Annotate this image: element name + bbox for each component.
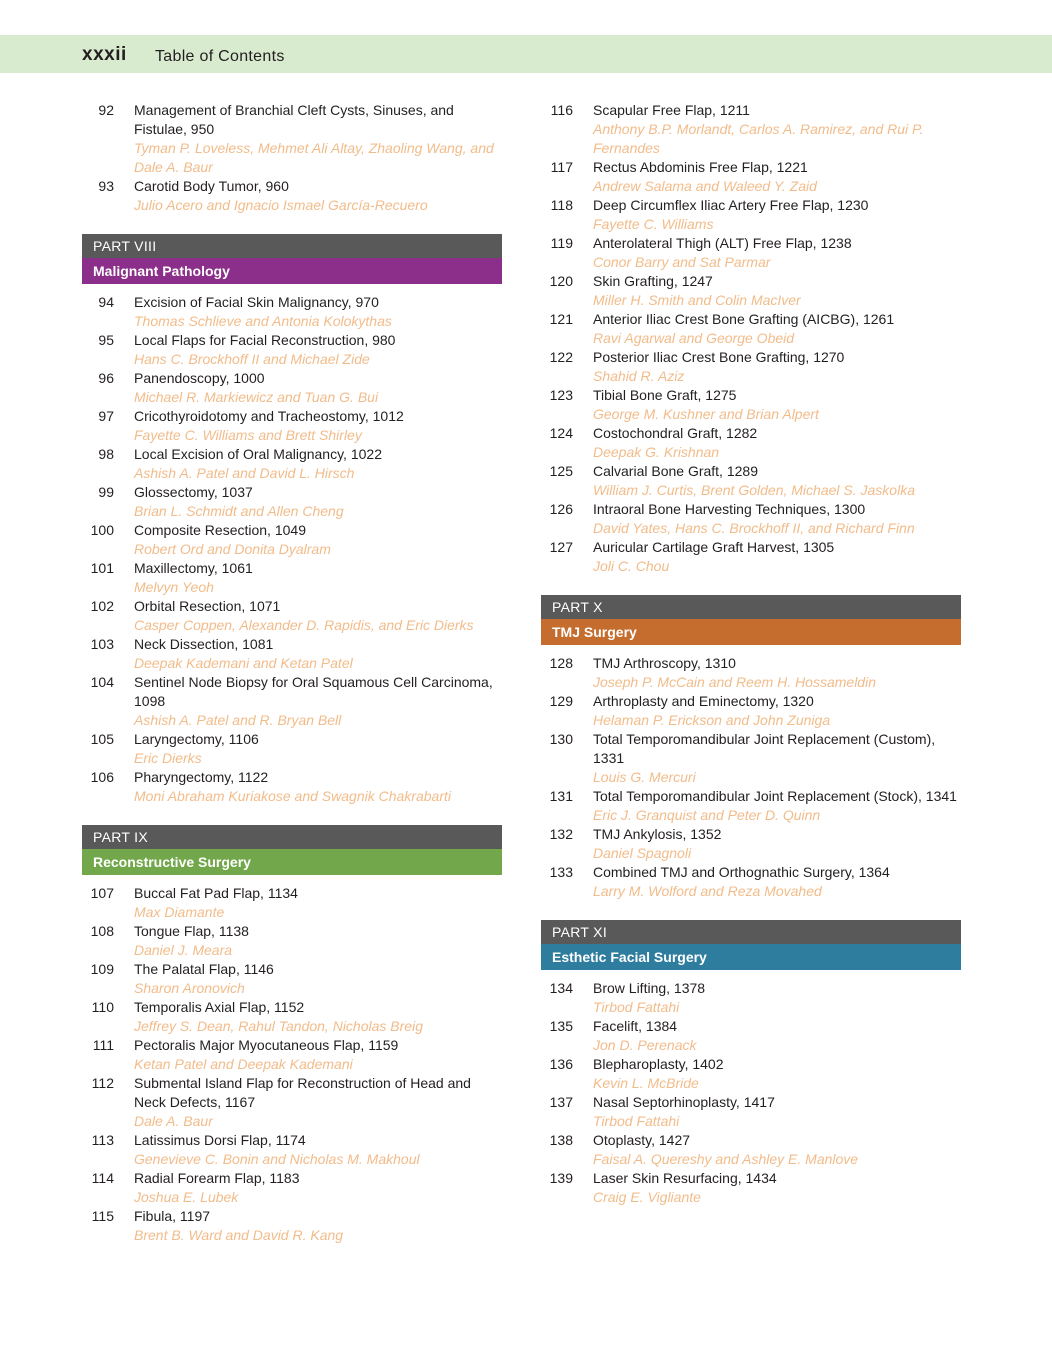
chapter-title: Radial Forearm Flap, 1183	[134, 1170, 300, 1186]
chapter-title: Fibula, 1197	[134, 1208, 211, 1224]
chapter-authors: Anthony B.P. Morlandt, Carlos A. Ramirez, and Rui P. Fernandes	[593, 121, 924, 156]
chapter-authors: Daniel Spagnoli	[593, 845, 692, 861]
chapter-title: Costochondral Graft, 1282	[593, 425, 758, 441]
chapter-authors: Julio Acero and Ignacio Ismael García-Recuero	[134, 197, 428, 213]
chapter-number: 139	[549, 1170, 573, 1186]
chapter-title: Auricular Cartilage Graft Harvest, 1305	[593, 539, 835, 555]
chapter-title: TMJ Arthroscopy, 1310	[593, 655, 736, 671]
toc-entry[interactable]	[82, 1074, 502, 1131]
toc-entry[interactable]	[541, 424, 961, 462]
chapter-authors: Dale A. Baur	[134, 1113, 213, 1129]
toc-entry[interactable]	[82, 635, 502, 673]
chapter-number: 113	[91, 1132, 114, 1148]
part-label: PART IX	[82, 825, 502, 849]
chapter-title: Skin Grafting, 1247	[593, 273, 713, 289]
chapter-number: 138	[549, 1132, 573, 1148]
toc-entry[interactable]	[541, 654, 961, 692]
chapter-title: Facelift, 1384	[593, 1018, 678, 1034]
chapter-title: Intraoral Bone Harvesting Techniques, 1300	[593, 501, 866, 517]
chapter-title: Local Excision of Oral Malignancy, 1022	[134, 446, 382, 462]
part-header	[82, 234, 502, 284]
chapter-title: Brow Lifting, 1378	[593, 980, 706, 996]
toc-entry[interactable]	[82, 369, 502, 407]
chapter-title: Arthroplasty and Eminectomy, 1320	[593, 693, 814, 709]
chapter-number: 108	[90, 923, 114, 939]
chapter-title: Calvarial Bone Graft, 1289	[593, 463, 758, 479]
page-number: xxxii	[82, 44, 127, 65]
chapter-authors: Ashish A. Patel and David L. Hirsch	[134, 465, 355, 481]
chapter-number: 112	[91, 1075, 114, 1091]
chapter-authors: Jon D. Perenack	[593, 1037, 697, 1053]
toc-entry[interactable]	[541, 310, 961, 348]
chapter-authors: Eric J. Granquist and Peter D. Quinn	[593, 807, 821, 823]
chapter-authors: Melvyn Yeoh	[134, 579, 214, 595]
chapter-number: 98	[98, 446, 114, 462]
chapter-number: 95	[98, 332, 114, 348]
toc-entry[interactable]	[541, 348, 961, 386]
chapter-authors: Tirbod Fattahi	[593, 1113, 680, 1129]
chapter-title: Excision of Facial Skin Malignancy, 970	[134, 294, 379, 310]
chapter-authors: Fayette C. Williams and Brett Shirley	[134, 427, 362, 443]
chapter-authors: Tirbod Fattahi	[593, 999, 680, 1015]
chapter-number: 100	[90, 522, 114, 538]
chapter-authors: Faisal A. Quereshy and Ashley E. Manlove	[593, 1151, 859, 1167]
toc-entry[interactable]	[82, 1036, 502, 1074]
chapter-title: Temporalis Axial Flap, 1152	[134, 999, 305, 1015]
toc-entry[interactable]	[541, 272, 961, 310]
chapter-number: 116	[550, 102, 573, 118]
toc-entry[interactable]	[82, 768, 502, 806]
chapter-authors: Deepak Kademani and Ketan Patel	[134, 655, 353, 671]
chapter-title: Pharyngectomy, 1122	[134, 769, 269, 785]
chapter-title: Total Temporomandibular Joint Replacement (Custom), 1331	[593, 731, 936, 766]
chapter-authors: Max Diamante	[134, 904, 225, 920]
chapter-authors: George M. Kushner and Brian Alpert	[593, 406, 819, 422]
chapter-authors: Andrew Salama and Waleed Y. Zaid	[593, 178, 817, 194]
chapter-authors: Joshua E. Lubek	[134, 1189, 239, 1205]
chapter-title: Maxillectomy, 1061	[134, 560, 253, 576]
toc-entry[interactable]	[541, 500, 961, 538]
chapter-number: 127	[549, 539, 573, 555]
chapter-number: 132	[549, 826, 573, 842]
chapter-number: 104	[90, 674, 114, 690]
toc-entry[interactable]	[82, 483, 502, 521]
chapter-authors: Kevin L. McBride	[593, 1075, 699, 1091]
chapter-title: Deep Circumflex Iliac Artery Free Flap, 1230	[593, 197, 869, 213]
chapter-number: 131	[549, 788, 573, 804]
toc-entry[interactable]	[541, 1055, 961, 1093]
toc-entry[interactable]	[541, 234, 961, 272]
chapter-number: 107	[90, 885, 114, 901]
toc-entry[interactable]	[541, 1131, 961, 1169]
chapter-number: 123	[549, 387, 573, 403]
chapter-title: TMJ Ankylosis, 1352	[593, 826, 722, 842]
chapter-number: 136	[549, 1056, 573, 1072]
part-title: TMJ Surgery	[541, 619, 961, 645]
chapter-number: 111	[92, 1037, 114, 1053]
chapter-number: 101	[90, 560, 114, 576]
toc-entry[interactable]	[541, 538, 961, 576]
part-title: Malignant Pathology	[82, 258, 502, 284]
chapter-title: Laser Skin Resurfacing, 1434	[593, 1170, 777, 1186]
chapter-authors: Conor Barry and Sat Parmar	[593, 254, 771, 270]
part-label: PART X	[541, 595, 961, 619]
chapter-authors: Eric Dierks	[134, 750, 202, 766]
toc-entry[interactable]	[82, 998, 502, 1036]
chapter-title: Neck Dissection, 1081	[134, 636, 274, 652]
toc-entry[interactable]	[541, 787, 961, 825]
part-title: Esthetic Facial Surgery	[541, 944, 961, 970]
chapter-number: 117	[550, 159, 573, 175]
toc-entry[interactable]	[541, 825, 961, 863]
toc-entry[interactable]	[82, 407, 502, 445]
chapter-title: Pectoralis Major Myocutaneous Flap, 1159	[134, 1037, 399, 1053]
toc-entry[interactable]	[82, 331, 502, 369]
toc-entry[interactable]	[82, 960, 502, 998]
toc-entry[interactable]	[82, 521, 502, 559]
toc-entry[interactable]	[82, 1207, 502, 1245]
chapter-authors: Brent B. Ward and David R. Kang	[134, 1227, 344, 1243]
chapter-number: 92	[98, 102, 114, 118]
chapter-title: Submental Island Flap for Reconstruction of Head and Neck Defects, 1167	[134, 1075, 471, 1110]
chapter-number: 128	[549, 655, 573, 671]
chapter-number: 99	[98, 484, 114, 500]
toc-left-column	[82, 101, 502, 1245]
chapter-authors: Tyman P. Loveless, Mehmet Ali Altay, Zhaoling Wang, and Dale A. Baur	[134, 140, 494, 175]
toc-entry[interactable]	[541, 1093, 961, 1131]
part-title: Reconstructive Surgery	[82, 849, 502, 875]
chapter-authors: Ashish A. Patel and R. Bryan Bell	[134, 712, 342, 728]
chapter-authors: Louis G. Mercuri	[593, 769, 696, 785]
chapter-number: 135	[549, 1018, 573, 1034]
chapter-title: Anterolateral Thigh (ALT) Free Flap, 1238	[593, 235, 852, 251]
chapter-authors: Ravi Agarwal and George Obeid	[593, 330, 795, 346]
part-label: PART XI	[541, 920, 961, 944]
chapter-number: 118	[550, 197, 573, 213]
chapter-number: 134	[549, 980, 573, 996]
chapter-number: 110	[91, 999, 114, 1015]
chapter-number: 94	[98, 294, 114, 310]
chapter-number: 97	[98, 408, 114, 424]
chapter-number: 119	[550, 235, 573, 251]
toc-entry[interactable]	[82, 1169, 502, 1207]
chapter-title: Blepharoplasty, 1402	[593, 1056, 724, 1072]
chapter-title: Carotid Body Tumor, 960	[134, 178, 289, 194]
toc-entry[interactable]	[541, 979, 961, 1017]
chapter-authors: Genevieve C. Bonin and Nicholas M. Makhoul	[134, 1151, 420, 1167]
chapter-number: 109	[90, 961, 114, 977]
chapter-number: 115	[91, 1208, 114, 1224]
toc-entry[interactable]	[82, 559, 502, 597]
chapter-authors: Daniel J. Meara	[134, 942, 233, 958]
toc-entry[interactable]	[541, 730, 961, 787]
chapter-authors: William J. Curtis, Brent Golden, Michael S. Jaskolka	[593, 482, 915, 498]
chapter-number: 103	[90, 636, 114, 652]
chapter-title: Combined TMJ and Orthognathic Surgery, 1364	[593, 864, 890, 880]
part-label: PART VIII	[82, 234, 502, 258]
chapter-authors: Shahid R. Aziz	[593, 368, 685, 384]
chapter-authors: Michael R. Markiewicz and Tuan G. Bui	[134, 389, 379, 405]
chapter-title: Nasal Septorhinoplasty, 1417	[593, 1094, 775, 1110]
toc-entry[interactable]	[82, 1131, 502, 1169]
chapter-title: Latissimus Dorsi Flap, 1174	[134, 1132, 306, 1148]
chapter-number: 120	[549, 273, 573, 289]
chapter-authors: Deepak G. Krishnan	[593, 444, 720, 460]
chapter-number: 93	[98, 178, 114, 194]
toc-entry[interactable]	[541, 386, 961, 424]
toc-entry[interactable]	[82, 597, 502, 635]
toc-entry[interactable]	[541, 158, 961, 196]
chapter-number: 96	[98, 370, 114, 386]
chapter-authors: Sharon Aronovich	[134, 980, 245, 996]
chapter-authors: Casper Coppen, Alexander D. Rapidis, and Eric Dierks	[134, 617, 474, 633]
chapter-number: 125	[549, 463, 573, 479]
chapter-authors: Fayette C. Williams	[593, 216, 714, 232]
chapter-title: Composite Resection, 1049	[134, 522, 306, 538]
running-head-title: Table of Contents	[155, 48, 285, 65]
chapter-authors: Brian L. Schmidt and Allen Cheng	[134, 503, 344, 519]
chapter-title: Otoplasty, 1427	[593, 1132, 691, 1148]
toc-entry[interactable]	[82, 922, 502, 960]
chapter-number: 126	[549, 501, 573, 517]
chapter-authors: Robert Ord and Donita Dyalram	[134, 541, 331, 557]
chapter-authors: Ketan Patel and Deepak Kademani	[134, 1056, 353, 1072]
chapter-authors: Helaman P. Erickson and John Zuniga	[593, 712, 831, 728]
toc-entry[interactable]	[541, 863, 961, 901]
toc-entry[interactable]	[541, 692, 961, 730]
chapter-title: Tongue Flap, 1138	[134, 923, 249, 939]
chapter-number: 121	[549, 311, 573, 327]
chapter-title: Glossectomy, 1037	[134, 484, 253, 500]
chapter-number: 124	[549, 425, 573, 441]
chapter-title: Tibial Bone Graft, 1275	[593, 387, 737, 403]
chapter-authors: Thomas Schlieve and Antonia Kolokythas	[134, 313, 392, 329]
chapter-number: 102	[90, 598, 114, 614]
chapter-number: 133	[549, 864, 573, 880]
toc-right-column	[541, 101, 961, 1207]
chapter-authors: Larry M. Wolford and Reza Movahed	[593, 883, 822, 899]
chapter-number: 106	[90, 769, 114, 785]
toc-entry[interactable]	[82, 884, 502, 922]
chapter-title: Anterior Iliac Crest Bone Grafting (AICBG), 1261	[593, 311, 895, 327]
chapter-authors: Moni Abraham Kuriakose and Swagnik Chakrabarti	[134, 788, 451, 804]
toc-entry[interactable]	[82, 673, 502, 730]
chapter-title: Total Temporomandibular Joint Replacement (Stock), 1341	[593, 788, 957, 804]
chapter-number: 114	[91, 1170, 114, 1186]
chapter-title: Buccal Fat Pad Flap, 1134	[134, 885, 298, 901]
chapter-title: Scapular Free Flap, 1211	[593, 102, 750, 118]
chapter-title: Sentinel Node Biopsy for Oral Squamous Cell Carcinoma, 1098	[134, 674, 493, 709]
chapter-authors: Joli C. Chou	[593, 558, 670, 574]
chapter-title: Cricothyroidotomy and Tracheostomy, 1012	[134, 408, 404, 424]
toc-entry[interactable]	[541, 1169, 961, 1207]
chapter-authors: David Yates, Hans C. Brockhoff II, and Richard Finn	[593, 520, 915, 536]
chapter-title: Posterior Iliac Crest Bone Grafting, 1270	[593, 349, 845, 365]
chapter-authors: Joseph P. McCain and Reem H. Hossameldin	[593, 674, 876, 690]
chapter-title: The Palatal Flap, 1146	[134, 961, 274, 977]
toc-entry[interactable]	[82, 730, 502, 768]
toc-entry[interactable]	[541, 1017, 961, 1055]
toc-entry[interactable]	[541, 101, 961, 158]
toc-entry[interactable]	[541, 196, 961, 234]
toc-entry[interactable]	[82, 445, 502, 483]
toc-entry[interactable]	[541, 462, 961, 500]
chapter-authors: Craig E. Vigliante	[593, 1189, 701, 1205]
chapter-title: Rectus Abdominis Free Flap, 1221	[593, 159, 808, 175]
chapter-authors: Miller H. Smith and Colin MacIver	[593, 292, 801, 308]
toc-entry[interactable]	[82, 293, 502, 331]
chapter-title: Management of Branchial Cleft Cysts, Sinuses, and Fistulae, 950	[134, 102, 454, 137]
chapter-number: 137	[549, 1094, 573, 1110]
chapter-number: 122	[549, 349, 573, 365]
chapter-authors: Hans C. Brockhoff II and Michael Zide	[134, 351, 370, 367]
chapter-title: Orbital Resection, 1071	[134, 598, 281, 614]
chapter-authors: Jeffrey S. Dean, Rahul Tandon, Nicholas Breig	[134, 1018, 423, 1034]
part-header	[541, 920, 961, 970]
chapter-title: Local Flaps for Facial Reconstruction, 980	[134, 332, 396, 348]
toc-entry[interactable]	[82, 177, 502, 215]
chapter-number: 105	[90, 731, 114, 747]
chapter-title: Laryngectomy, 1106	[134, 731, 259, 747]
chapter-number: 129	[549, 693, 573, 709]
chapter-number: 130	[549, 731, 573, 747]
chapter-title: Panendoscopy, 1000	[134, 370, 265, 386]
toc-entry[interactable]	[82, 101, 502, 177]
part-header	[541, 595, 961, 645]
part-header	[82, 825, 502, 875]
